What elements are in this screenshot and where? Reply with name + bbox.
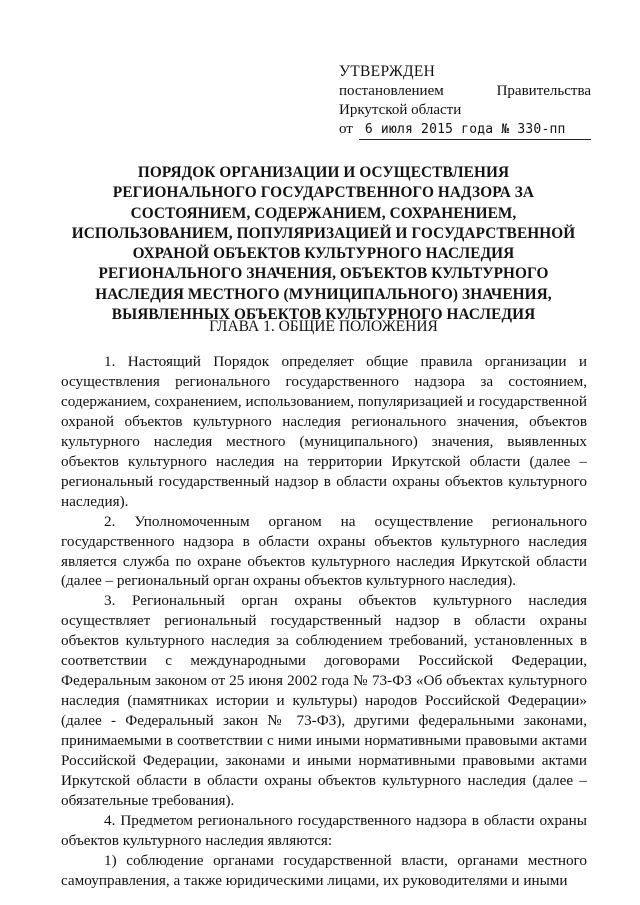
chapter-heading: ГЛАВА 1. ОБЩИЕ ПОЛОЖЕНИЯ (209, 318, 438, 335)
approval-line-2-right: Правительства (496, 83, 591, 99)
approval-date-value: 6 июля 2015 года № 330-пп (359, 120, 591, 140)
document-body (61, 352, 587, 891)
approval-date-prefix: от (339, 121, 353, 137)
paragraph-2: 2. Уполномоченным органом на осуществление регионального государственного надзора в области охраны объектов культурного наследия является служба по охране объектов культурного наследия Иркутской области (далее – региональный орган охраны объектов культурного наследия). (61, 512, 587, 590)
title-line: ПОРЯДОК ОРГАНИЗАЦИИ И ОСУЩЕСТВЛЕНИЯ (137, 164, 510, 181)
paragraph-5: 1) соблюдение органами государственной власти, органами местного самоуправления, а также юридическими лицами, их руководителями и иными (61, 851, 587, 889)
approval-block (339, 62, 591, 140)
title-line: НАСЛЕДИЯ МЕСТНОГО (МУНИЦИПАЛЬНОГО) ЗНАЧЕНИЯ, (95, 285, 552, 303)
document-title (60, 163, 587, 325)
title-line: ИСПОЛЬЗОВАНИЕМ, ПОПУЛЯРИЗАЦИЕЙ И ГОСУДАРСТВЕННОЙ (71, 224, 576, 242)
approval-heading: УТВЕРЖДЕН (339, 63, 436, 80)
title-line: РЕГИОНАЛЬНОГО ГОСУДАРСТВЕННОГО НАДЗОРА ЗА (112, 184, 535, 202)
approval-line-2 (339, 82, 591, 101)
paragraph-3: 3. Региональный орган охраны объектов культурного наследия осуществляет региональный государственный надзор в области охраны объектов культурного наследия за соблюдением требований, установленных в соответствии с международными договорами Российской Федерации, Федеральным законом от 25 июня 2002 года № 73-ФЗ «Об объектах культурного наследия (памятниках истории и культуры) народов Российской Федерации» (далее - Федеральный закон № 73-ФЗ), другими федеральными законами, принимаемыми в соответствии с ними иными нормативными правовыми актами Российской Федерации, законами и иными нормативными правовыми актами Иркутской области в области охраны объектов культурного наследия (далее – обязательные требования). (61, 592, 587, 809)
title-line: СОСТОЯНИЕМ, СОДЕРЖАНИЕМ, СОХРАНЕНИЕМ, (130, 204, 517, 222)
approval-date-line (339, 120, 591, 140)
title-line: ВЫЯВЛЕННЫХ ОБЪЕКТОВ КУЛЬТУРНОГО НАСЛЕДИЯ (111, 306, 536, 324)
paragraph-4: 4. Предметом регионального государственного надзора в области охраны объектов культурного наследия являются: (61, 811, 587, 849)
title-line: РЕГИОНАЛЬНОГО ЗНАЧЕНИЯ, ОБЪЕКТОВ КУЛЬТУРНОГО (98, 265, 549, 283)
approval-line-2-left: постановлением (339, 83, 444, 99)
title-line: ОХРАНОЙ ОБЪЕКТОВ КУЛЬТУРНОГО НАСЛЕДИЯ (132, 245, 515, 263)
paragraph-1: 1. Настоящий Порядок определяет общие правила организации и осуществления регионального государственного надзора за состоянием, содержанием, сохранением, использованием, популяризацией и государственной охраной объектов культурного наследия регионального значения, объектов культурного наследия местного (муниципального) значения, выявленных объектов культурного наследия на территории Иркутской области (далее – региональный государственный надзор в области охраны объектов культурного наследия). (61, 353, 587, 510)
approval-line-3: Иркутской области (339, 102, 462, 118)
